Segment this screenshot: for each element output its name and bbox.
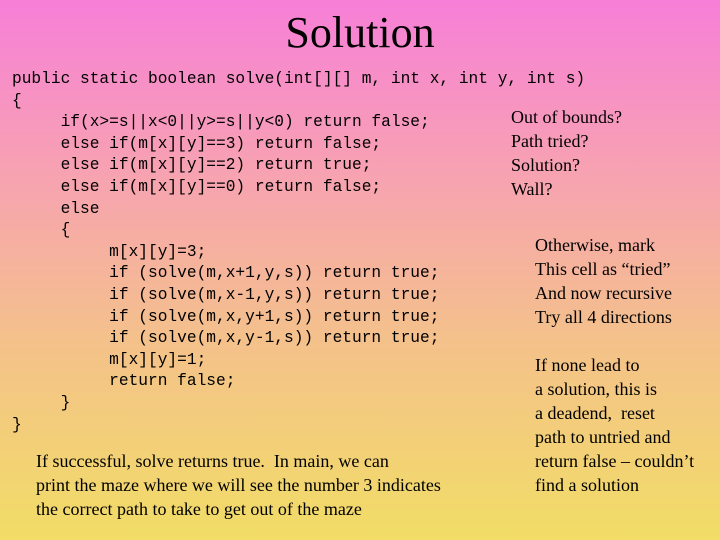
code-line: {: [12, 91, 22, 110]
code-line: else if(m[x][y]==2) return true;: [12, 156, 372, 175]
code-line: m[x][y]=1;: [12, 350, 207, 369]
code-line: }: [12, 393, 71, 412]
code-line: public static boolean solve(int[][] m, int x, int y, int s): [12, 70, 586, 88]
note-deadend: If none lead to a solution, this is a deadend, reset path to untried and return false – couldn’t find a solution: [535, 355, 695, 495]
note-mark-tried: Otherwise, mark This cell as “tried” And now recursive Try all 4 directions: [535, 235, 672, 327]
code-line: if (solve(m,x+1,y,s)) return true;: [12, 264, 440, 283]
slide-title: Solution: [285, 8, 435, 57]
code-line: if (solve(m,x,y-1,s)) return true;: [12, 329, 440, 348]
code-line: m[x][y]=3;: [12, 242, 207, 261]
code-line: else if(m[x][y]==3) return false;: [12, 134, 382, 153]
note-condition-checks: Out of bounds? Path tried? Solution? Wall?: [511, 107, 622, 199]
code-line: else: [12, 199, 100, 218]
note-success: If successful, solve returns true. In main, we can print the maze where we will see the number 3 indicates the correct path to take to get out of the maze: [36, 451, 441, 519]
code-line: else if(m[x][y]==0) return false;: [12, 177, 382, 196]
code-line: {: [12, 221, 71, 240]
code-line: if (solve(m,x,y+1,s)) return true;: [12, 307, 440, 326]
code-line: }: [12, 415, 22, 434]
code-block: [12, 69, 585, 436]
code-line: if (solve(m,x-1,y,s)) return true;: [12, 285, 440, 304]
code-line: return false;: [12, 372, 236, 391]
code-line: if(x>=s||x<0||y>=s||y<0) return false;: [12, 113, 430, 132]
